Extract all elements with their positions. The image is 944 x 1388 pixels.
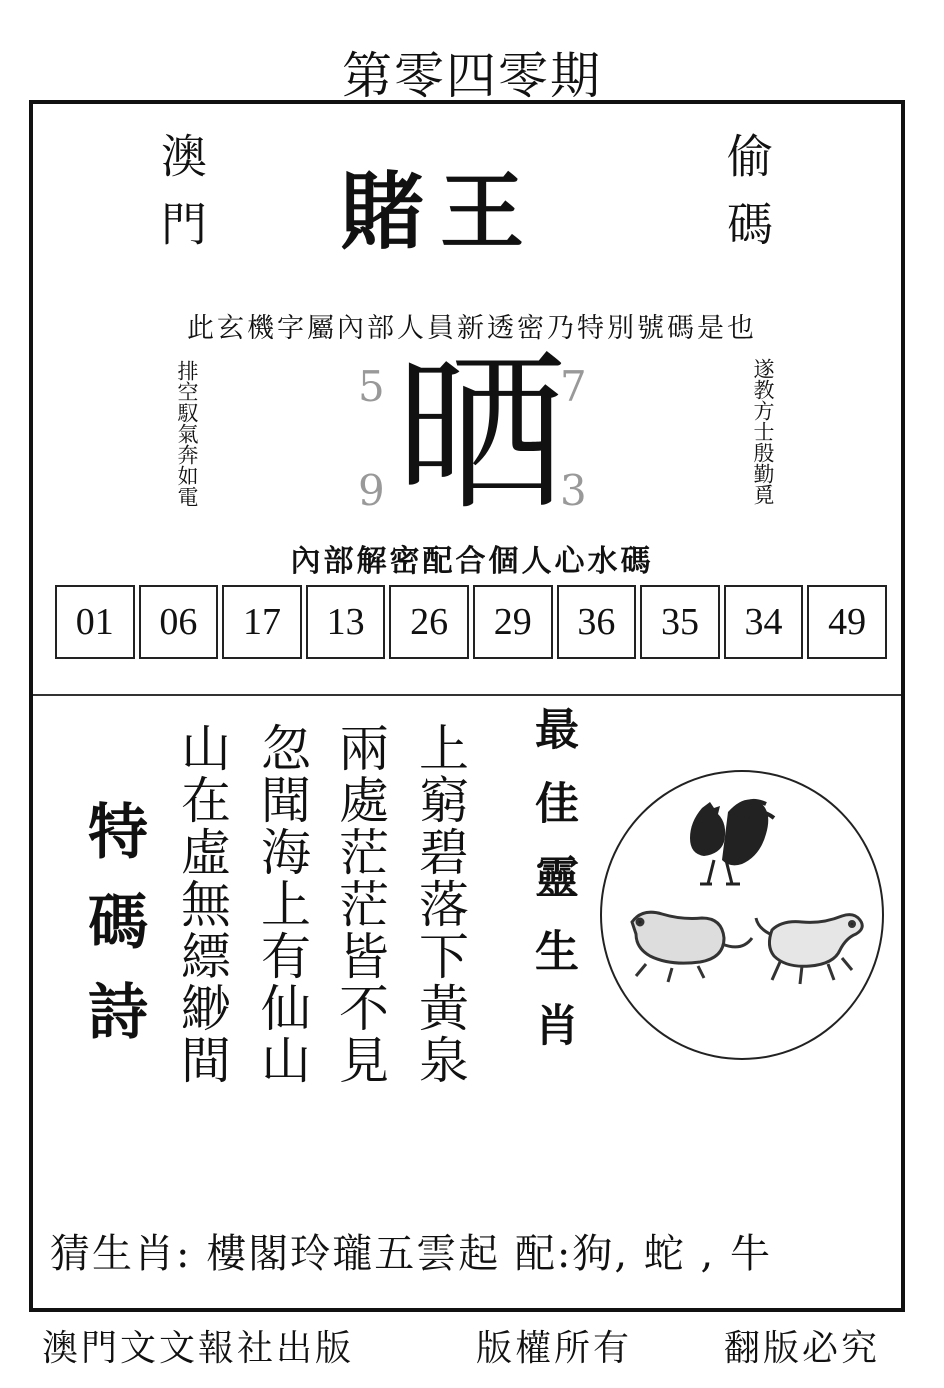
issue-number: 第零四零期	[342, 47, 602, 105]
right-small-verse: 遂教方士殷勤覓	[751, 358, 775, 505]
number-box: 26	[389, 585, 469, 659]
number-box: 36	[557, 585, 637, 659]
section-divider	[33, 694, 901, 696]
hint-number: 7	[560, 362, 587, 411]
number-box: 29	[473, 585, 553, 659]
page-title: 賭王	[340, 163, 541, 261]
subtitle-line: 此玄機字屬內部人員新透密乃特別號碼是也	[187, 313, 757, 344]
footer-warning: 翻版必究	[724, 1328, 881, 1369]
decode-line: 內部解密配合個人心水碼	[290, 544, 654, 579]
number-box: 06	[139, 585, 219, 659]
number-box: 35	[640, 585, 720, 659]
hint-number: 9	[358, 466, 385, 515]
number-row	[55, 585, 887, 659]
dog-icon	[756, 915, 862, 984]
main-frame	[29, 100, 905, 1312]
hint-number: 5	[358, 362, 385, 411]
number-box: 49	[807, 585, 887, 659]
poem-line: 兩處茫茫皆不見	[331, 722, 389, 1086]
footer-publisher: 澳門文文報社出版	[42, 1328, 355, 1369]
poem-line: 山在虛無縹緲間	[173, 722, 231, 1086]
number-box: 17	[222, 585, 302, 659]
number-box: 13	[306, 585, 386, 659]
hint-number: 3	[560, 466, 587, 515]
main-character: 晒	[396, 336, 567, 534]
left-small-verse: 排空馭氣奔如電	[175, 360, 199, 507]
guess-zodiac-line: 猜生肖: 樓閣玲瓏五雲起 配:狗, 蛇 , 牛	[50, 1231, 772, 1277]
number-box: 01	[55, 585, 135, 659]
right-vertical-label: 偷碼	[720, 132, 774, 268]
rat-icon	[632, 912, 752, 982]
best-zodiac-title: 最佳靈生肖	[527, 706, 578, 1076]
zodiac-circle	[600, 770, 884, 1060]
poem-line: 上窮碧落下黃泉	[411, 722, 469, 1086]
zodiac-animals-illustration	[602, 772, 882, 1058]
number-box: 34	[724, 585, 804, 659]
left-vertical-label: 澳門	[154, 132, 208, 268]
poem-line: 忽聞海上有仙山	[253, 722, 311, 1086]
rooster-icon	[690, 800, 774, 885]
poem-title: 特碼詩	[78, 800, 148, 1070]
footer-copyright: 版權所有	[476, 1328, 633, 1369]
